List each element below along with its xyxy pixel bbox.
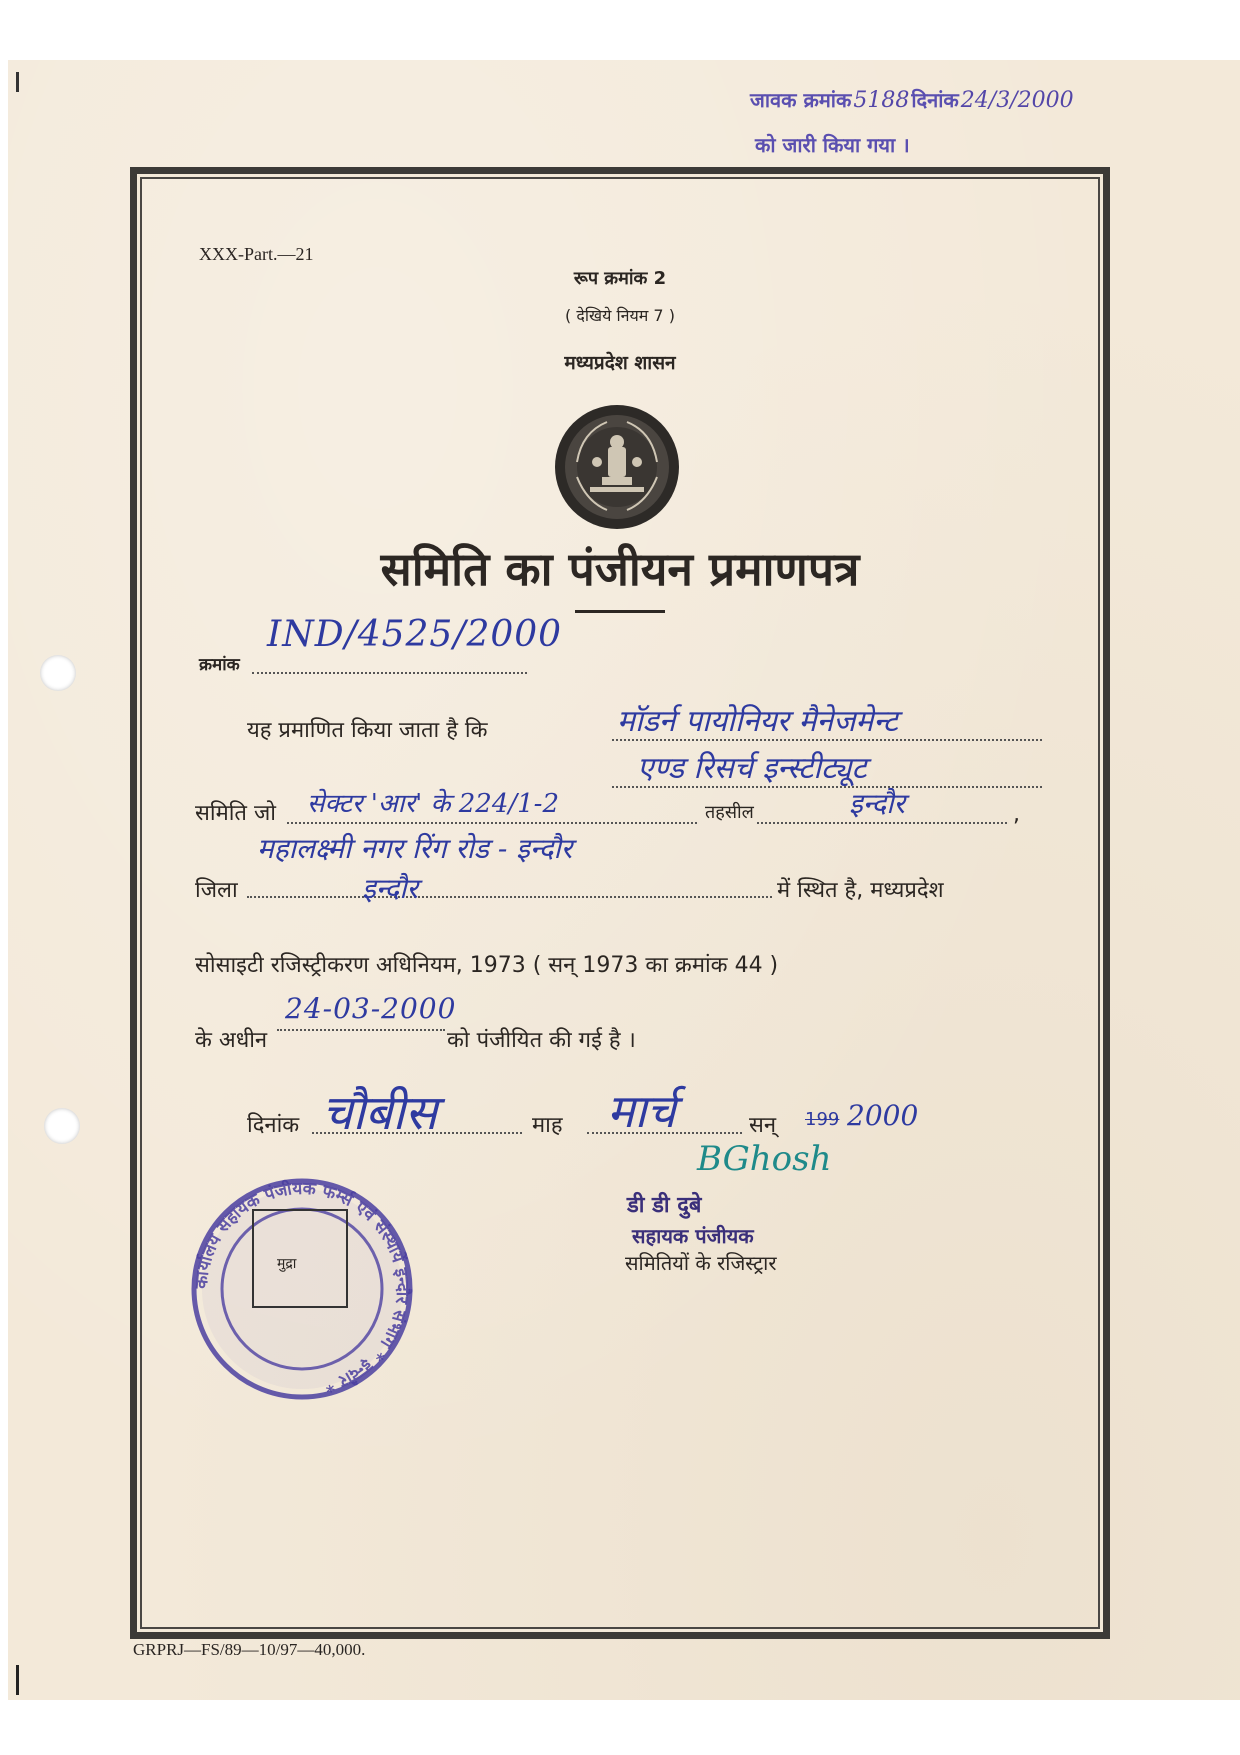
- rule-reference: ( देखिये नियम 7 ): [565, 306, 675, 325]
- dated-label: दिनांक: [247, 1113, 300, 1138]
- registered-text: को पंजीयित की गई है ।: [447, 1028, 636, 1053]
- situated-text: में स्थित है, मध्यप्रदेश: [777, 878, 944, 903]
- act-reference: सोसाइटी रजिस्ट्रीकरण अधिनियम, 1973 ( सन् 1973 का क्रमांक 44 ): [195, 953, 779, 978]
- form-code: XXX-Part.—21: [199, 244, 314, 264]
- form-number: रूप क्रमांक 2: [573, 268, 667, 289]
- under-label: के अधीन: [195, 1028, 268, 1053]
- registrar-signature: BGhosh: [697, 1139, 832, 1179]
- title-underline: [575, 610, 665, 613]
- year-struck-text: 199: [805, 1109, 840, 1130]
- tehsil-value: इन्दौर: [849, 787, 905, 820]
- address-line2: महालक्ष्मी नगर रिंग रोड - इन्दौर: [257, 832, 573, 865]
- day-value: चौबीस: [322, 1085, 438, 1141]
- month-value: मार्च: [607, 1084, 676, 1138]
- month-label: माह: [532, 1113, 563, 1138]
- government-heading: मध्यप्रदेश शासन: [564, 352, 676, 374]
- certificate-border: [130, 167, 1110, 1639]
- punch-hole-top: [40, 655, 76, 691]
- dispatch-ref-label: जावक क्रमांक: [750, 88, 852, 112]
- printer-imprint: GRPRJ—FS/89—10/97—40,000.: [133, 1640, 366, 1659]
- officer-title: सहायक पंजीयक: [632, 1224, 754, 1248]
- dispatch-stamp: [750, 86, 1220, 158]
- name-dotted-line: [612, 739, 1042, 741]
- society-name-line1: मॉडर्न पायोनियर मैनेजमेन्ट: [617, 704, 898, 739]
- scan-mark-top: [16, 72, 19, 92]
- name-dotted-line-2: [612, 786, 1042, 788]
- tehsil-dotted-line: [757, 822, 1007, 824]
- scan-mark-bottom: [16, 1665, 19, 1695]
- officer-designation: समितियों के रजिस्ट्रार: [625, 1251, 777, 1275]
- dispatch-ref-value: 5188: [853, 88, 910, 113]
- certificate-intro: यह प्रमाणित किया जाता है कि: [247, 718, 488, 743]
- serial-number: IND/4525/2000: [267, 614, 563, 655]
- punch-hole-bottom: [44, 1108, 80, 1144]
- committee-label: समिति जो: [195, 801, 276, 826]
- address-line1: सेक्टर 'आर' के 224/1-2: [307, 789, 560, 819]
- serial-label: क्रमांक: [199, 655, 240, 675]
- seal-text: कार्यालय सहायक पंजीयक फर्म्स एवं संस्थायें इन्दौर संभाग * इन्दौर *: [191, 1178, 413, 1397]
- society-name-line2: एण्ड रिसर्च इन्स्टीट्यूट: [637, 751, 867, 786]
- district-dotted-line: [247, 896, 772, 898]
- certificate-title: समिति का पंजीयन प्रमाणपत्र: [380, 542, 860, 596]
- address-dotted-line: [287, 822, 697, 824]
- dispatch-issued-text: को जारी किया गया ।: [755, 133, 910, 157]
- dispatch-date-value: 24/3/2000: [960, 88, 1074, 113]
- district-value: इन्दौर: [362, 872, 418, 905]
- dispatch-date-label: दिनांक: [911, 88, 959, 112]
- district-label: जिला: [195, 878, 238, 903]
- year-value: 2000: [847, 1099, 919, 1132]
- date-dotted-line: [277, 1029, 445, 1031]
- tehsil-label: तहसील: [705, 802, 754, 823]
- tehsil-comma: ,: [1013, 802, 1020, 827]
- seal-box: [252, 1209, 348, 1308]
- seal-label: मुद्रा: [277, 1256, 297, 1272]
- state-emblem-icon: [552, 402, 682, 532]
- serial-dotted-line: [252, 672, 527, 674]
- year-label: सन्: [749, 1113, 777, 1138]
- registration-date: 24-03-2000: [285, 992, 457, 1025]
- officer-name: डी डी दुबे: [627, 1193, 702, 1218]
